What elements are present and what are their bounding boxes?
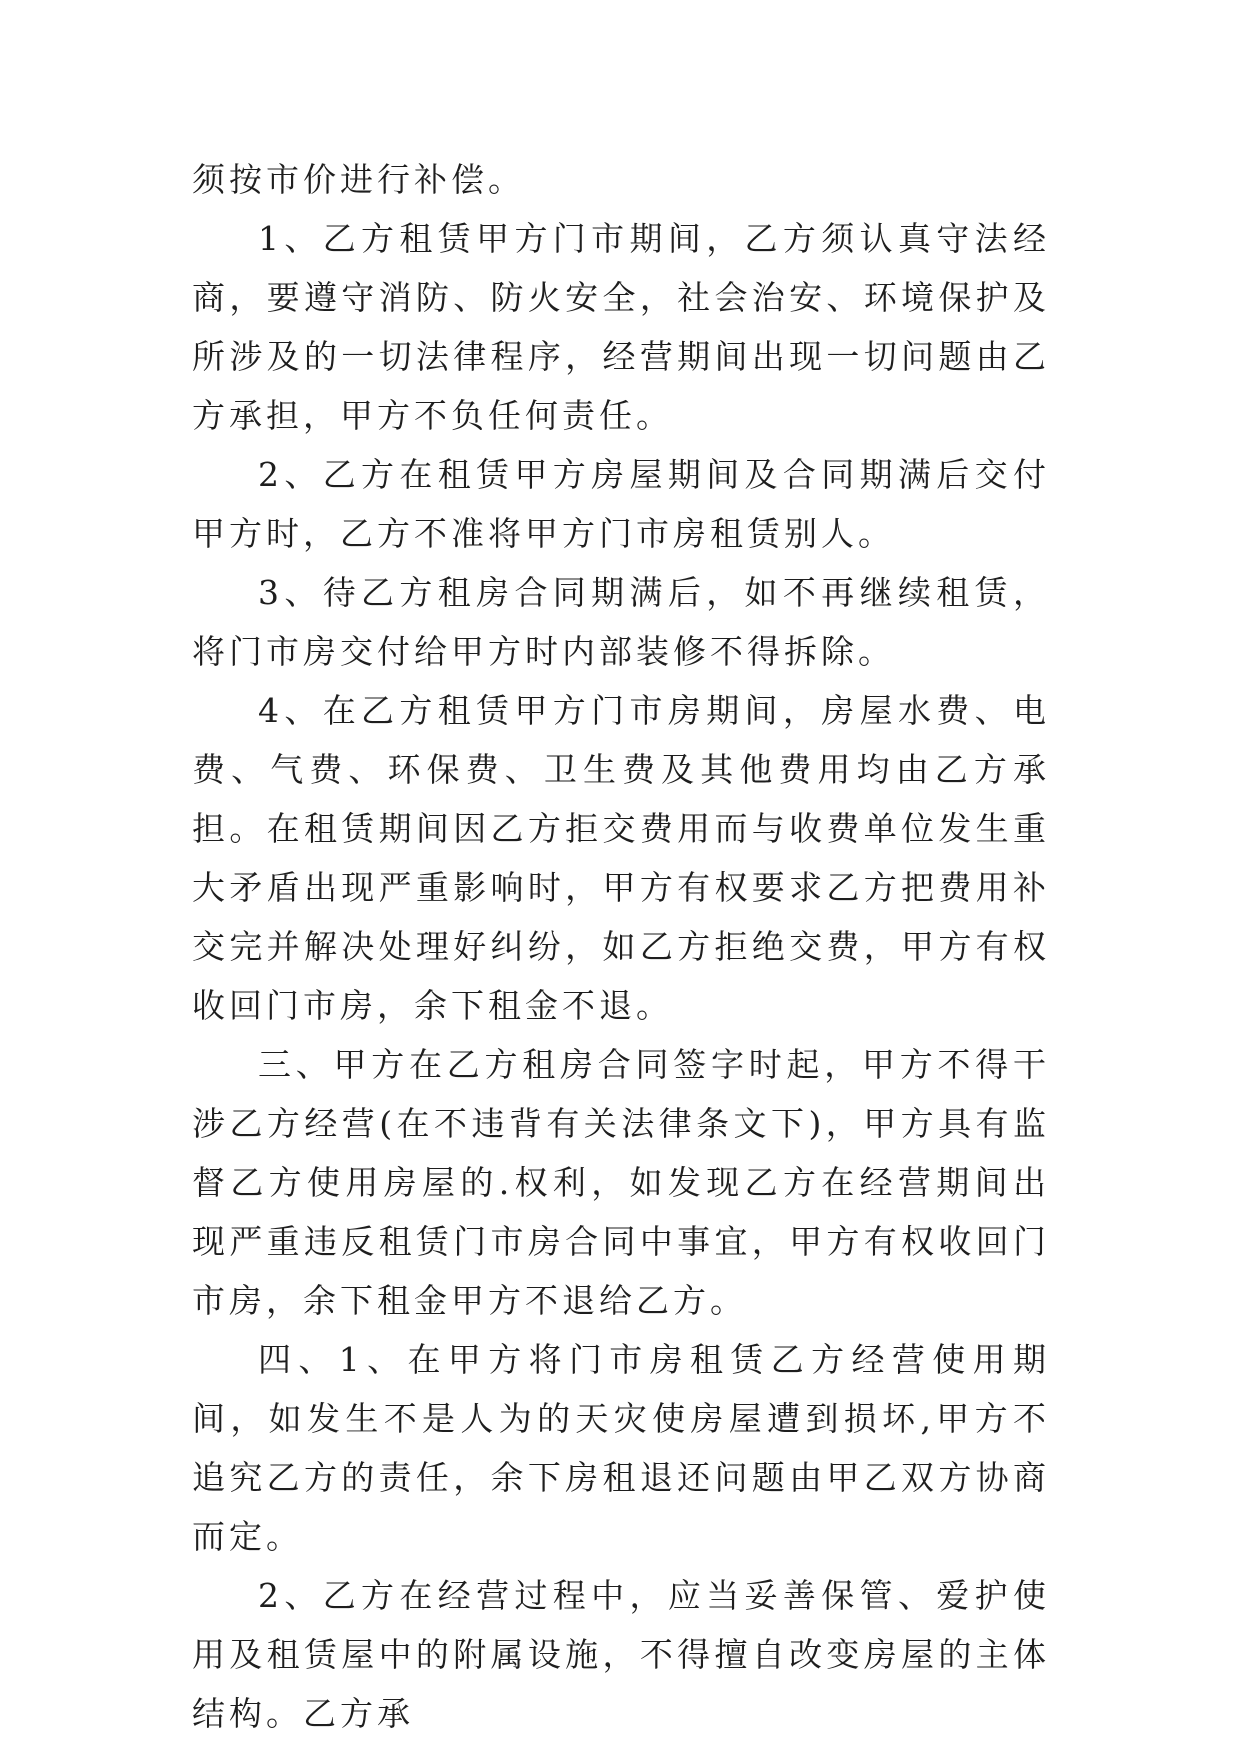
paragraph-clause-2: 2、乙方在租赁甲方房屋期间及合同期满后交付甲方时，乙方不准将甲方门市房租赁别人。 <box>192 455 1050 553</box>
paragraph-clause-3: 3、待乙方租房合同期满后，如不再继续租赁，将门市房交付给甲方时内部装修不得拆除。 <box>192 573 1050 671</box>
paragraph-continuation: 须按市价进行补偿。 <box>192 160 525 199</box>
paragraph-clause-1: 1、乙方租赁甲方门市期间，乙方须认真守法经商，要遵守消防、防火安全，社会治安、环境保护及所涉及的一切法律程序，经营期间出现一切问题由乙方承担，甲方不负任何责任。 <box>192 219 1050 435</box>
paragraph-section-3: 三、甲方在乙方租房合同签字时起，甲方不得干涉乙方经营(在不违背有关法律条文下)，甲方具有监督乙方使用房屋的.权利，如发现乙方在经营期间出现严重违反租赁门市房合同中事宜，甲方有权收回门市房，余下租金甲方不退给乙方。 <box>192 1045 1050 1320</box>
document-body <box>192 150 1050 1743</box>
paragraph-clause-4: 4、在乙方租赁甲方门市房期间，房屋水费、电费、气费、环保费、卫生费及其他费用均由乙方承担。在租赁期间因乙方拒交费用而与收费单位发生重大矛盾出现严重影响时，甲方有权要求乙方把费用补交完并解决处理好纠纷，如乙方拒绝交费，甲方有权收回门市房，余下租金不退。 <box>192 691 1050 1025</box>
paragraph-section-4-clause-2: 2、乙方在经营过程中，应当妥善保管、爱护使用及租赁屋中的附属设施，不得擅自改变房屋的主体结构。乙方承 <box>192 1576 1050 1733</box>
paragraph-section-4-clause-1: 四、1、在甲方将门市房租赁乙方经营使用期间，如发生不是人为的天灾使房屋遭到损坏,甲方不追究乙方的责任，余下房租退还问题由甲乙双方协商而定。 <box>192 1340 1050 1556</box>
